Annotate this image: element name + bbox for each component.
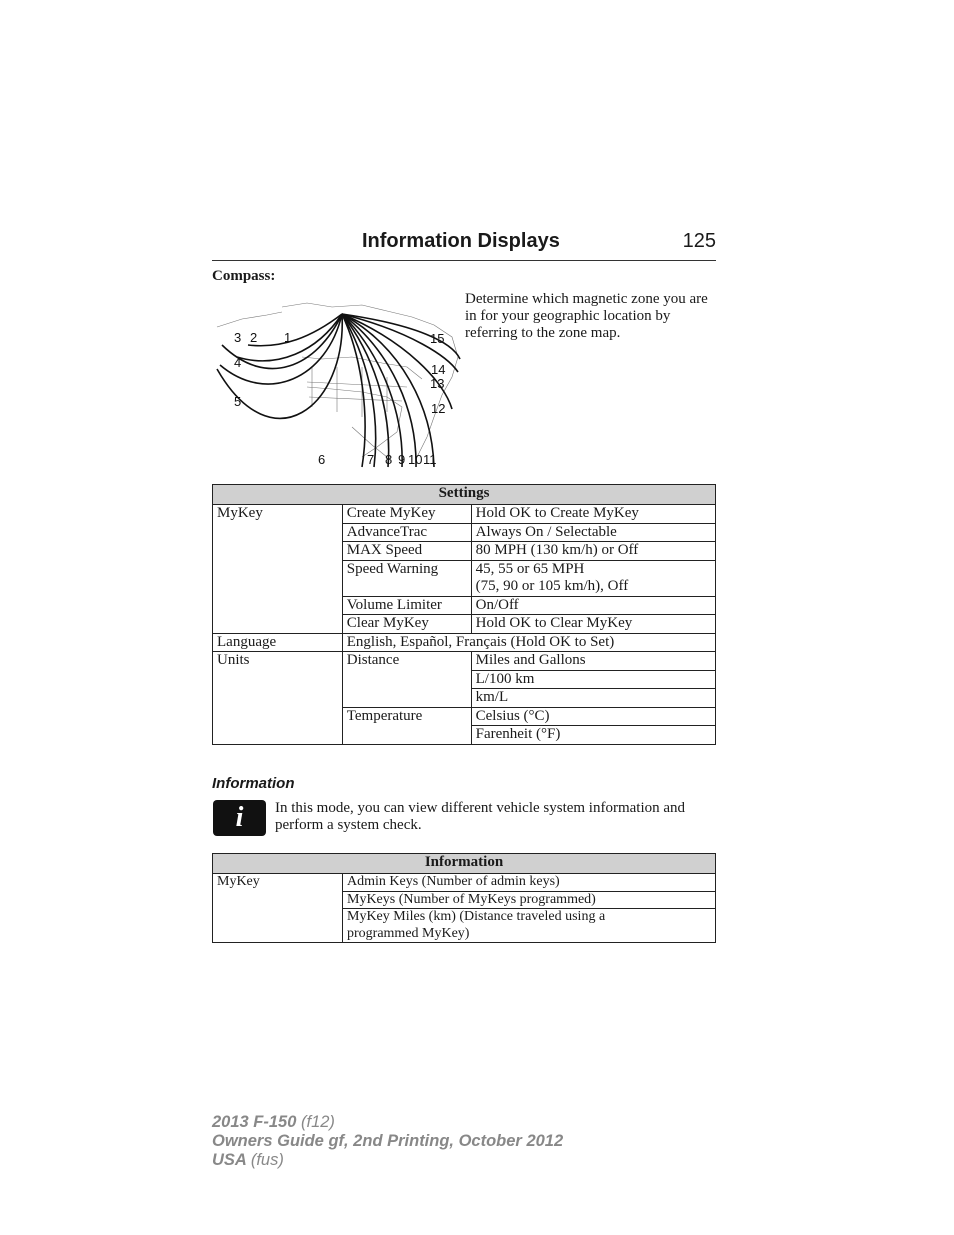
footer-region-line: [212, 1151, 563, 1170]
info-item: Admin Keys (Number of admin keys): [343, 874, 716, 892]
map-outline: [217, 303, 458, 457]
setting-value: 80 MPH (130 km/h) or Off: [471, 542, 715, 561]
table-row: [213, 652, 716, 671]
zone-label-10: 10: [408, 452, 423, 467]
info-icon: [213, 800, 266, 836]
temperature-label: Temperature: [342, 707, 471, 744]
zone-label-15: 15: [430, 331, 445, 346]
zone-label-4: 4: [234, 355, 242, 370]
page-footer: [212, 1113, 563, 1170]
footer-guide: Owners Guide gf, 2nd Printing, October 2012: [212, 1132, 564, 1150]
setting-value: Hold OK to Create MyKey: [471, 505, 715, 524]
zone-label-2: 2: [250, 330, 258, 345]
compass-zone-map: [212, 297, 462, 472]
setting-item: Volume Limiter: [342, 596, 471, 615]
settings-table-title: Settings: [213, 485, 716, 505]
page-number: 125: [682, 230, 716, 252]
footer-model: 2013 F-150: [212, 1113, 297, 1131]
info-icon-glyph: i: [235, 802, 244, 833]
footer-region: USA: [212, 1151, 247, 1169]
temperature-option: Farenheit (°F): [471, 726, 715, 745]
setting-value: Always On / Selectable: [471, 523, 715, 542]
footer-model-code: (f12): [301, 1113, 335, 1131]
table-row: [213, 633, 716, 652]
zone-label-11: 11: [423, 452, 437, 467]
compass-label: Compass:: [212, 268, 276, 284]
distance-option: L/100 km: [471, 670, 715, 689]
setting-item: Speed Warning: [342, 560, 471, 596]
setting-value-line: 45, 55 or 65 MPH: [475, 560, 585, 577]
info-item: MyKey Miles (km) (Distance traveled using a programmed MyKey): [343, 909, 716, 943]
temperature-option: Celsius (°C): [471, 707, 715, 726]
zone-label-9: 9: [398, 452, 406, 467]
language-label: Language: [213, 633, 343, 652]
zone-label-1: 1: [284, 330, 292, 345]
units-group-label: Units: [213, 652, 343, 745]
setting-item: Create MyKey: [342, 505, 471, 524]
setting-item: Clear MyKey: [342, 615, 471, 634]
language-value: English, Español, Français (Hold OK to Set): [342, 633, 715, 652]
information-description: In this mode, you can view different vehicle system information and perform a system check.: [275, 800, 686, 833]
zone-label-7: 7: [367, 452, 375, 467]
distance-option: Miles and Gallons: [471, 652, 715, 671]
table-header-row: [213, 485, 716, 505]
information-table: [212, 853, 716, 943]
table-header-row: [213, 854, 716, 874]
setting-value-line: (75, 90 or 105 km/h), Off: [475, 578, 629, 594]
settings-table: [212, 484, 716, 745]
page-header: [212, 230, 716, 261]
info-mykey-label: MyKey: [213, 874, 343, 943]
zone-label-5: 5: [234, 394, 242, 409]
table-row: [213, 505, 716, 524]
compass-description: Determine which magnetic zone you are in for your geographic location by referring to the zone map.: [465, 291, 708, 341]
setting-item: MAX Speed: [342, 542, 471, 561]
zone-label-12: 12: [431, 401, 446, 416]
information-heading: Information: [212, 775, 295, 792]
mykey-group-label: MyKey: [213, 505, 343, 634]
setting-value: Hold OK to Clear MyKey: [471, 615, 715, 634]
zone-label-6: 6: [318, 452, 326, 467]
zone-label-13: 13: [430, 376, 445, 391]
section-title: Information Displays: [362, 230, 560, 252]
footer-model-line: [212, 1113, 563, 1132]
setting-item: AdvanceTrac: [342, 523, 471, 542]
distance-label: Distance: [342, 652, 471, 708]
information-table-title: Information: [213, 854, 716, 874]
setting-value: On/Off: [471, 596, 715, 615]
setting-value: [471, 560, 715, 596]
zone-label-8: 8: [385, 452, 393, 467]
table-row: [213, 874, 716, 892]
info-item: MyKeys (Number of MyKeys programmed): [343, 891, 716, 909]
zone-label-14: 14: [431, 362, 446, 377]
zone-label-3: 3: [234, 330, 242, 345]
footer-region-code: (fus): [250, 1151, 284, 1169]
distance-option: km/L: [471, 689, 715, 708]
